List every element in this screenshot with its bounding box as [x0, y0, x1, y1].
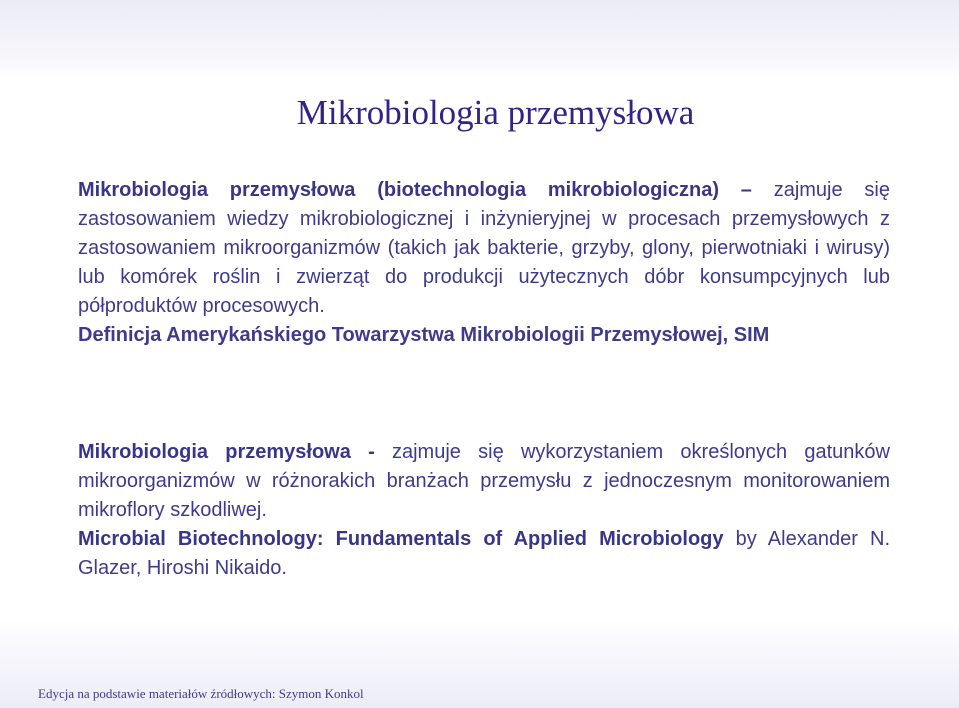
definition-text-2: zajmuje się wykorzystaniem określonych gatunków mikroorganizmów w różnorakich branżach przemysłu z jednoczesnym monitorowaniem mikroflory szkodliwej.: [78, 441, 890, 521]
definition-text-1: zajmuje się zastosowaniem wiedzy mikrobiologicznej i inżynieryjnej w procesach przemysłowych z zastosowaniem mikroorganizmów (takich jak bakterie, grzyby, glony, pierwotniaki i wirusy) lub komórek roślin i zwierząt do produkcji użytecznych dóbr konsumpcyjnych lub półproduktów procesowych.: [78, 179, 890, 317]
definition-source: Definicja Amerykańskiego Towarzystwa Mikrobiologii Przemysłowej, SIM: [78, 324, 770, 346]
defined-term-1: Mikrobiologia przemysłowa (biotechnologia mikrobiologiczna) –: [78, 179, 752, 201]
slide-title: Mikrobiologia przemysłowa: [296, 93, 695, 132]
definition-paragraph-1: [78, 176, 890, 350]
book-title: Microbial Biotechnology: Fundamentals of Applied Microbiology: [78, 528, 724, 550]
defined-term-2: Mikrobiologia przemysłowa -: [78, 441, 375, 463]
footer-credit: Edycja na podstawie materiałów źródłowych: Szymon Konkol: [38, 686, 364, 701]
top-decorative-band: [0, 0, 959, 80]
book-authors: by Alexander N. Glazer, Hiroshi Nikaido.: [78, 528, 891, 579]
definition-paragraph-2: [78, 438, 890, 583]
